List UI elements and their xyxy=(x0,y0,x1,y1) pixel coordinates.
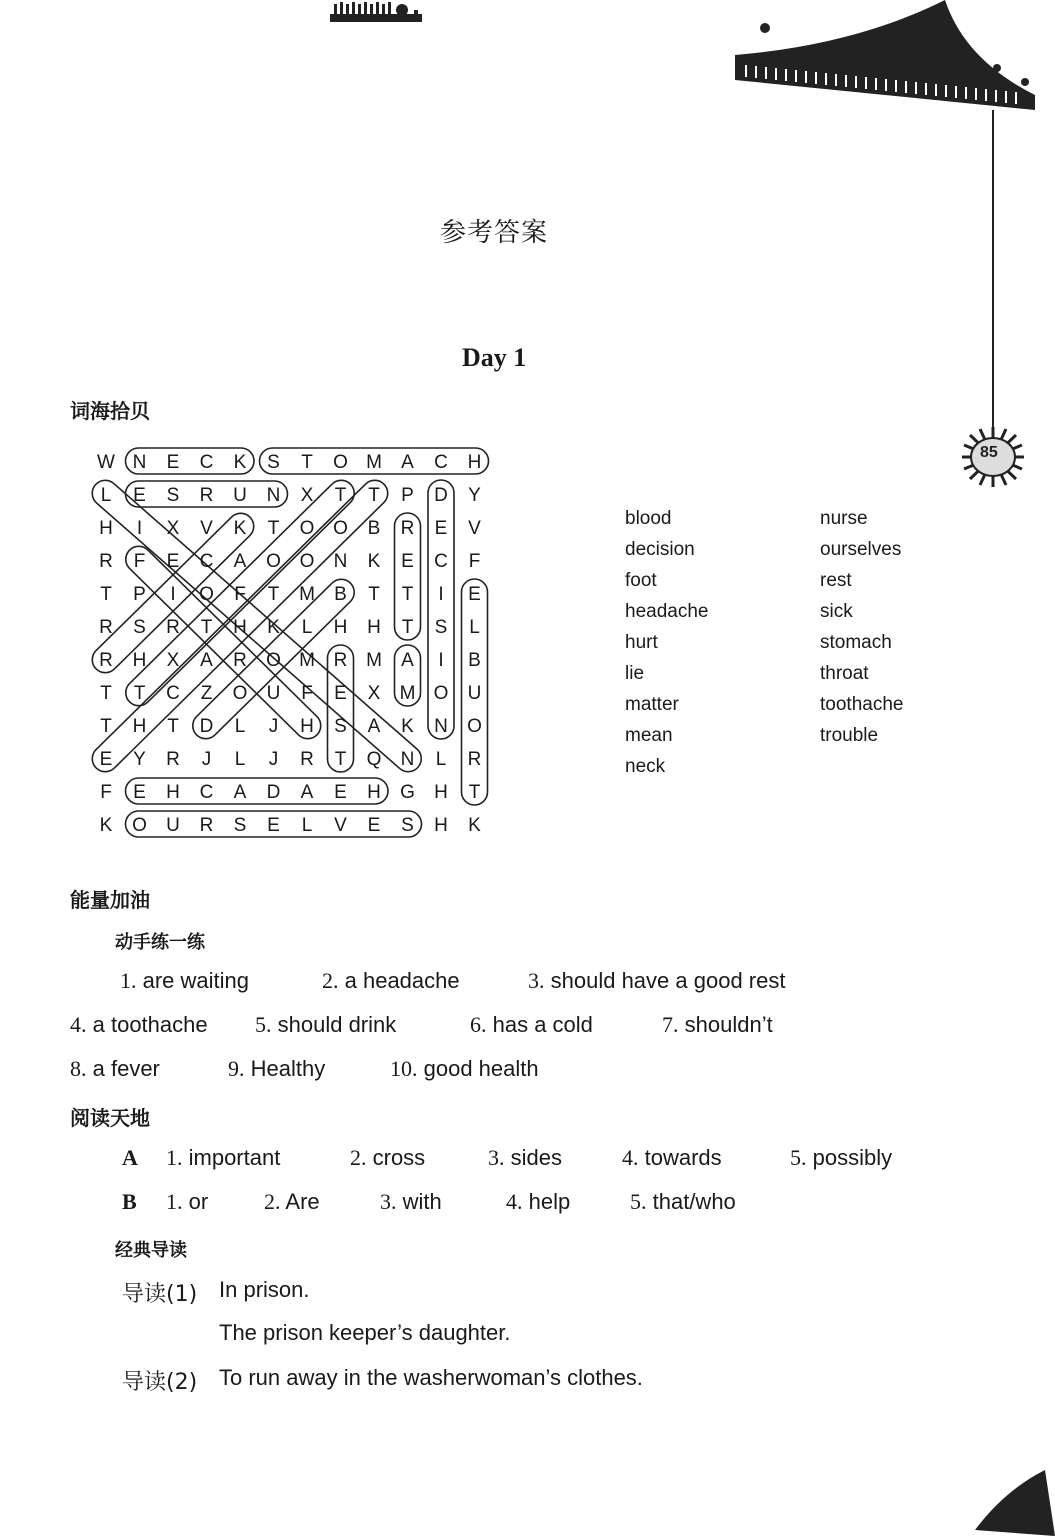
classic-reading-title: 经典导读 xyxy=(115,1240,187,1261)
section-vocab-title: 词海拾贝 xyxy=(70,399,150,423)
part-b-1: 1. or xyxy=(166,1189,209,1214)
grid-letter: A xyxy=(200,650,213,671)
grid-letter: T xyxy=(401,584,414,605)
grid-letter: U xyxy=(467,683,482,704)
grid-letter: M xyxy=(366,650,382,671)
grid-letter: H xyxy=(367,782,381,803)
grid-letter: S xyxy=(267,452,280,473)
grid-letter: J xyxy=(268,716,279,737)
grid-letter: H xyxy=(434,815,448,836)
grid-letter: H xyxy=(300,716,314,737)
grid-letter: I xyxy=(438,650,444,671)
word-list-item: sick xyxy=(820,601,853,622)
grid-letter: L xyxy=(234,749,246,770)
grid-letter: S xyxy=(334,716,347,737)
grid-letter: B xyxy=(367,518,381,539)
word-list-item: toothache xyxy=(820,694,904,715)
grid-letter: R xyxy=(300,749,314,770)
grid-letter: R xyxy=(333,650,348,671)
grid-letter: B xyxy=(468,650,481,671)
grid-letter: K xyxy=(233,452,247,473)
part-b-label: B xyxy=(122,1189,137,1214)
grid-letter: B xyxy=(334,584,347,605)
grid-letter: Q xyxy=(366,749,382,770)
grid-letter: F xyxy=(468,551,481,572)
grid-letter: A xyxy=(300,782,314,803)
grid-letter: M xyxy=(299,584,315,605)
grid-letter: T xyxy=(267,584,280,605)
top-right-ornament xyxy=(735,0,1055,120)
grid-letter: T xyxy=(401,617,414,638)
word-list-item: matter xyxy=(625,694,679,715)
part-a-label: A xyxy=(122,1145,138,1170)
grid-letter: G xyxy=(400,782,415,803)
grid-letter: U xyxy=(266,683,281,704)
grid-letter: R xyxy=(99,551,113,572)
grid-letter: O xyxy=(132,815,147,836)
grid-letter: U xyxy=(233,485,247,506)
grid-letter: R xyxy=(467,749,482,770)
grid-letter: F xyxy=(100,782,112,803)
grid-letter: E xyxy=(133,782,146,803)
grid-letter: N xyxy=(400,749,415,770)
grid-letter: T xyxy=(468,782,481,803)
guide-1-line2: The prison keeper’s daughter. xyxy=(219,1320,511,1345)
grid-letter: M xyxy=(399,683,416,704)
answer-6: 6. has a cold xyxy=(470,1012,593,1037)
grid-letter: S xyxy=(233,815,247,836)
section-reading-title: 阅读天地 xyxy=(70,1106,150,1130)
word-list-item: lie xyxy=(625,663,645,684)
grid-letter: D xyxy=(199,716,214,737)
grid-letter: X xyxy=(166,518,180,539)
hanging-line xyxy=(992,110,994,428)
grid-letter: C xyxy=(434,452,448,473)
part-b-4: 4. help xyxy=(506,1189,571,1214)
grid-letter: C xyxy=(199,452,214,473)
grid-letter: N xyxy=(434,716,448,737)
word-list-item: ourselves xyxy=(820,539,902,560)
grid-letter: P xyxy=(133,584,146,605)
word-list-item: decision xyxy=(625,539,695,560)
word-list-item: neck xyxy=(625,756,666,777)
grid-letter: F xyxy=(234,584,246,605)
grid-letter: H xyxy=(467,452,482,473)
answer-9: 9. Healthy xyxy=(228,1056,326,1081)
grid-letter: F xyxy=(301,683,313,704)
answer-4: 4. a toothache xyxy=(70,1012,208,1037)
grid-letter: U xyxy=(166,815,180,836)
grid-letter: K xyxy=(267,617,280,638)
grid-letter: K xyxy=(99,815,113,836)
grid-letter: O xyxy=(333,518,348,539)
grid-letter: D xyxy=(434,485,448,506)
grid-letter: E xyxy=(166,452,180,473)
grid-letter: E xyxy=(401,551,414,572)
grid-letter: J xyxy=(268,749,279,770)
grid-letter: E xyxy=(434,518,448,539)
grid-letter: T xyxy=(334,749,347,770)
grid-letter: L xyxy=(234,716,246,737)
grid-letter: F xyxy=(133,551,146,572)
grid-letter: X xyxy=(166,650,180,671)
grid-letter: A xyxy=(233,551,247,572)
word-list-col1 xyxy=(625,508,708,787)
page-title: 参考答案 xyxy=(440,218,549,248)
grid-letter: Y xyxy=(468,485,481,506)
grid-letter: K xyxy=(401,716,414,737)
grid-letter: R xyxy=(400,518,415,539)
grid-letter: T xyxy=(133,683,146,704)
grid-letter: H xyxy=(132,716,147,737)
grid-letter: O xyxy=(232,683,248,704)
word-list-item: foot xyxy=(625,570,657,591)
grid-letter: O xyxy=(467,716,482,737)
top-left-ornament xyxy=(330,0,430,26)
grid-letter: O xyxy=(299,518,315,539)
word-list-item: headache xyxy=(625,601,709,622)
grid-letter: O xyxy=(266,551,281,572)
grid-letter: S xyxy=(133,617,146,638)
grid-letter: E xyxy=(166,551,180,572)
grid-letter: T xyxy=(100,584,112,605)
grid-letter: H xyxy=(233,617,247,638)
grid-letter: X xyxy=(300,485,314,506)
grid-letter: E xyxy=(367,815,381,836)
answer-7: 7. shouldn’t xyxy=(662,1012,773,1037)
grid-letter: N xyxy=(333,551,348,572)
grid-letter: S xyxy=(401,815,414,836)
grid-letter: Y xyxy=(133,749,146,770)
grid-letter: R xyxy=(233,650,247,671)
grid-letter: H xyxy=(333,617,348,638)
grid-letter: P xyxy=(401,485,414,506)
grid-letter: H xyxy=(132,650,147,671)
grid-letter: A xyxy=(233,782,247,803)
section-energy-title: 能量加油 xyxy=(70,888,150,912)
grid-letter: A xyxy=(367,716,381,737)
word-list-item: blood xyxy=(625,508,672,529)
grid-letter: I xyxy=(170,584,176,605)
grid-letter: T xyxy=(100,683,112,704)
part-b-2: 2. Are xyxy=(264,1189,320,1214)
grid-letter: T xyxy=(200,617,213,638)
grid-letter: E xyxy=(334,683,347,704)
word-list-col2 xyxy=(820,508,903,756)
grid-letter: I xyxy=(438,584,444,605)
grid-letter: O xyxy=(433,683,449,704)
grid-letter: V xyxy=(468,518,481,539)
grid-letter: H xyxy=(166,782,180,803)
part-a-1: 1. important xyxy=(166,1145,281,1170)
grid-letter: H xyxy=(99,518,113,539)
guide-1-label: 导读(1) xyxy=(122,1282,198,1307)
grid-letter: R xyxy=(166,749,180,770)
answer-2: 2. a headache xyxy=(322,968,460,993)
grid-letter: O xyxy=(333,452,348,473)
page-number: 85 xyxy=(980,444,998,461)
grid-letter: L xyxy=(100,485,112,506)
grid-letter: I xyxy=(136,518,143,539)
grid-letter: M xyxy=(299,650,315,671)
grid-letter: O xyxy=(299,551,315,572)
grid-letter: L xyxy=(469,617,480,638)
part-a-5: 5. possibly xyxy=(790,1145,893,1170)
grid-letter: N xyxy=(132,452,147,473)
section-energy-subtitle: 动手练一练 xyxy=(115,932,205,953)
grid-letter: C xyxy=(199,782,214,803)
grid-letter: R xyxy=(99,617,113,638)
grid-letter: V xyxy=(200,518,213,539)
word-list-item: mean xyxy=(625,725,673,746)
answer-5: 5. should drink xyxy=(255,1012,397,1037)
grid-letter: L xyxy=(301,815,313,836)
part-b-3: 3. with xyxy=(380,1189,442,1214)
answer-1: 1. are waiting xyxy=(120,968,250,993)
guide-1-line1: In prison. xyxy=(219,1277,310,1302)
grid-letter: C xyxy=(199,551,214,572)
grid-letter: C xyxy=(166,683,180,704)
bottom-right-ornament xyxy=(975,1470,1055,1536)
part-a-2: 2. cross xyxy=(350,1145,426,1170)
grid-letter: K xyxy=(367,551,381,572)
grid-letter: T xyxy=(368,584,380,605)
grid-letter: T xyxy=(167,716,179,737)
grid-letter: O xyxy=(266,650,281,671)
grid-letter: E xyxy=(267,815,280,836)
grid-letter: E xyxy=(99,749,113,770)
grid-letter: T xyxy=(368,485,380,506)
grid-letter: W xyxy=(97,452,115,473)
highlight-headache xyxy=(126,778,389,804)
word-list-item: throat xyxy=(820,663,869,684)
grid-letter: K xyxy=(468,815,481,836)
guide-2-line1: To run away in the washerwoman’s clothes. xyxy=(219,1365,643,1390)
part-a-4: 4. towards xyxy=(622,1145,722,1170)
grid-letter: K xyxy=(233,518,247,539)
grid-letter: S xyxy=(434,617,448,638)
answer-10: 10. good health xyxy=(390,1056,539,1081)
grid-letter: M xyxy=(366,452,382,473)
grid-letter: L xyxy=(301,617,313,638)
word-list-item: stomach xyxy=(820,632,892,653)
grid-letter: R xyxy=(99,650,113,671)
answer-8: 8. a fever xyxy=(70,1056,160,1081)
grid-letter: R xyxy=(199,485,214,506)
grid-letter: E xyxy=(468,584,481,605)
grid-letter: A xyxy=(401,452,414,473)
grid-letter: D xyxy=(266,782,281,803)
answer-3: 3. should have a good rest xyxy=(528,968,786,993)
part-b-5: 5. that/who xyxy=(630,1189,736,1214)
grid-letter: R xyxy=(199,815,214,836)
grid-letter: T xyxy=(267,518,280,539)
word-list-item: nurse xyxy=(820,508,868,529)
grid-letter: J xyxy=(201,749,212,770)
word-search-grid xyxy=(88,440,508,850)
grid-letter: H xyxy=(434,782,448,803)
word-search-highlights xyxy=(88,448,489,837)
grid-letter: T xyxy=(334,485,347,506)
word-list-item: hurt xyxy=(625,632,658,653)
word-list-item: trouble xyxy=(820,725,879,746)
grid-letter: T xyxy=(301,452,313,473)
word-list-item: rest xyxy=(820,570,852,591)
grid-letter: R xyxy=(166,617,180,638)
grid-letter: O xyxy=(199,584,214,605)
guide-2-label: 导读(2) xyxy=(122,1370,198,1395)
grid-letter: X xyxy=(367,683,381,704)
grid-letter: S xyxy=(166,485,180,506)
grid-letter: T xyxy=(100,716,112,737)
grid-letter: C xyxy=(434,551,448,572)
grid-letter: Z xyxy=(200,683,213,704)
grid-letter: H xyxy=(367,617,381,638)
grid-letter: E xyxy=(334,782,347,803)
grid-letter: L xyxy=(435,749,447,770)
grid-letter: V xyxy=(334,815,347,836)
day-heading: Day 1 xyxy=(462,343,527,372)
part-a-3: 3. sides xyxy=(488,1145,562,1170)
grid-letter: N xyxy=(266,485,281,506)
grid-letter: A xyxy=(401,650,414,671)
grid-letter: E xyxy=(133,485,146,506)
